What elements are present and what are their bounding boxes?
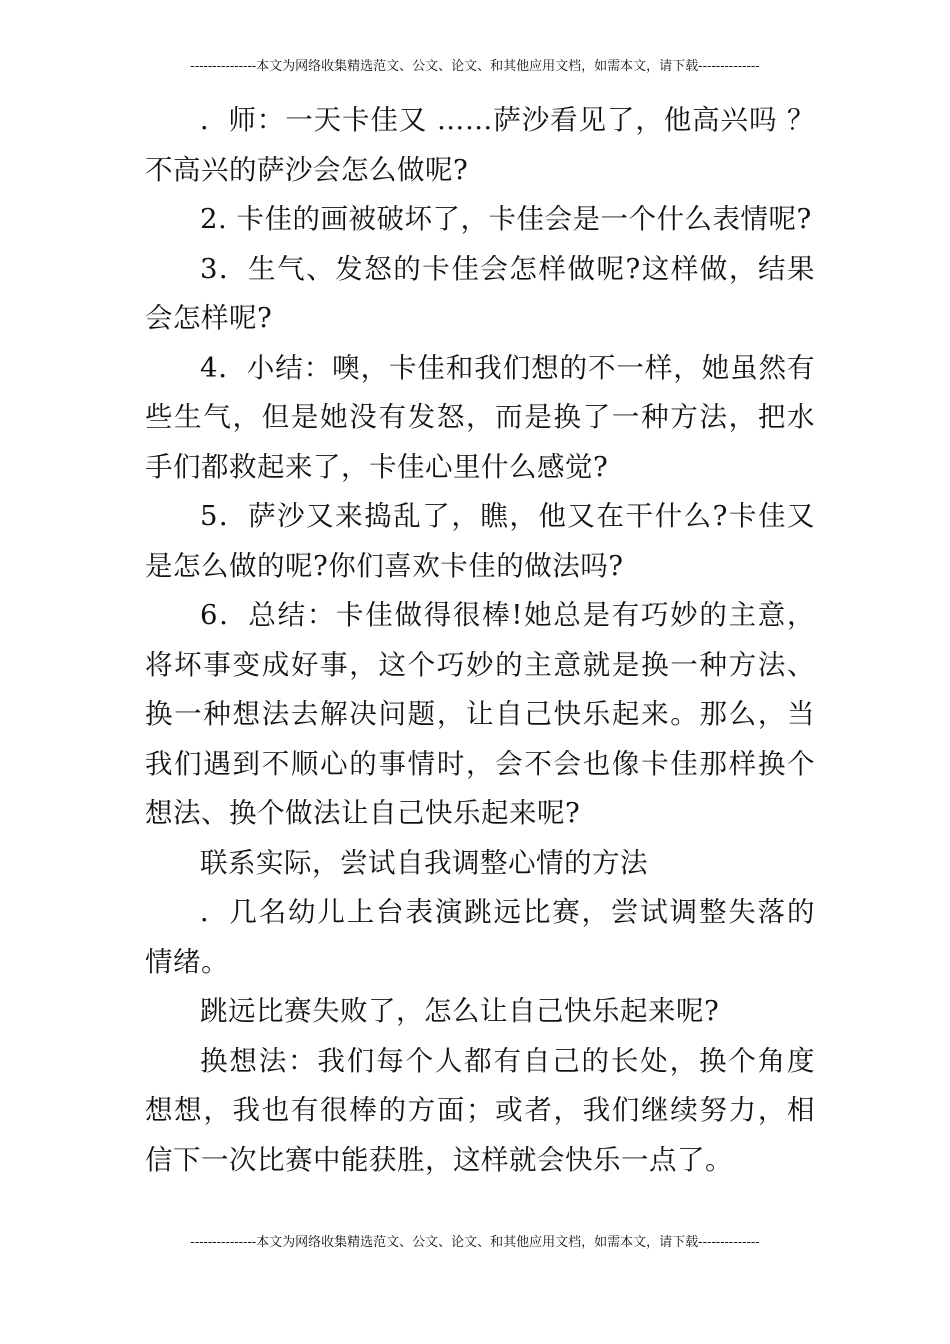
paragraph-question: 跳远比赛失败了，怎么让自己快乐起来呢? (200, 995, 720, 1027)
header-notice: ---------------本文为网络收集精选范文、公文、论文、和其他应用文档，如需本文，请下载-------------- (190, 59, 760, 74)
paragraph-item-5: 5．萨沙又来捣乱了，瞧，他又在干什么?卡佳又是怎么做的呢?你们喜欢卡佳的做法吗? (145, 500, 815, 582)
paragraph-change-thinking: 换想法：我们每个人都有自己的长处，换个角度想想，我也有很棒的方面；或者，我们继续努力，相信下一次比赛中能获胜，这样就会快乐一点了。 (145, 1044, 815, 1176)
paragraph-item-4: 4．小结：噢，卡佳和我们想的不一样，她虽然有些生气，但是她没有发怒，而是换了一种方法，把水手们都救起来了，卡佳心里什么感觉? (145, 351, 815, 483)
document-body (145, 96, 815, 1185)
paragraph-item-2: 2. 卡佳的画被破坏了，卡佳会是一个什么表情呢? (200, 203, 812, 235)
footer-notice: ---------------本文为网络收集精选范文、公文、论文、和其他应用文档，如需本文，请下载-------------- (190, 1235, 760, 1250)
section-heading: 联系实际，尝试自我调整心情的方法 (200, 846, 648, 879)
paragraph-teacher-question: ．师：一天卡佳又 ……萨沙看见了，他高兴吗 ？不高兴的萨沙会怎么做呢? (145, 104, 815, 186)
paragraph-item-6: 6．总结：卡佳做得很棒!她总是有巧妙的主意，将坏事变成好事，这个巧妙的主意就是换一种方法、换一种想法去解决问题，让自己快乐起来。那么，当我们遇到不顺心的事情时，会不会也像卡佳那样换个想法、换个做法让自己快乐起来呢? (145, 599, 815, 829)
paragraph-activity: ．几名幼儿上台表演跳远比赛，尝试调整失落的情绪。 (145, 896, 815, 978)
paragraph-item-3: 3．生气、发怒的卡佳会怎样做呢?这样做，结果会怎样呢? (145, 252, 815, 334)
